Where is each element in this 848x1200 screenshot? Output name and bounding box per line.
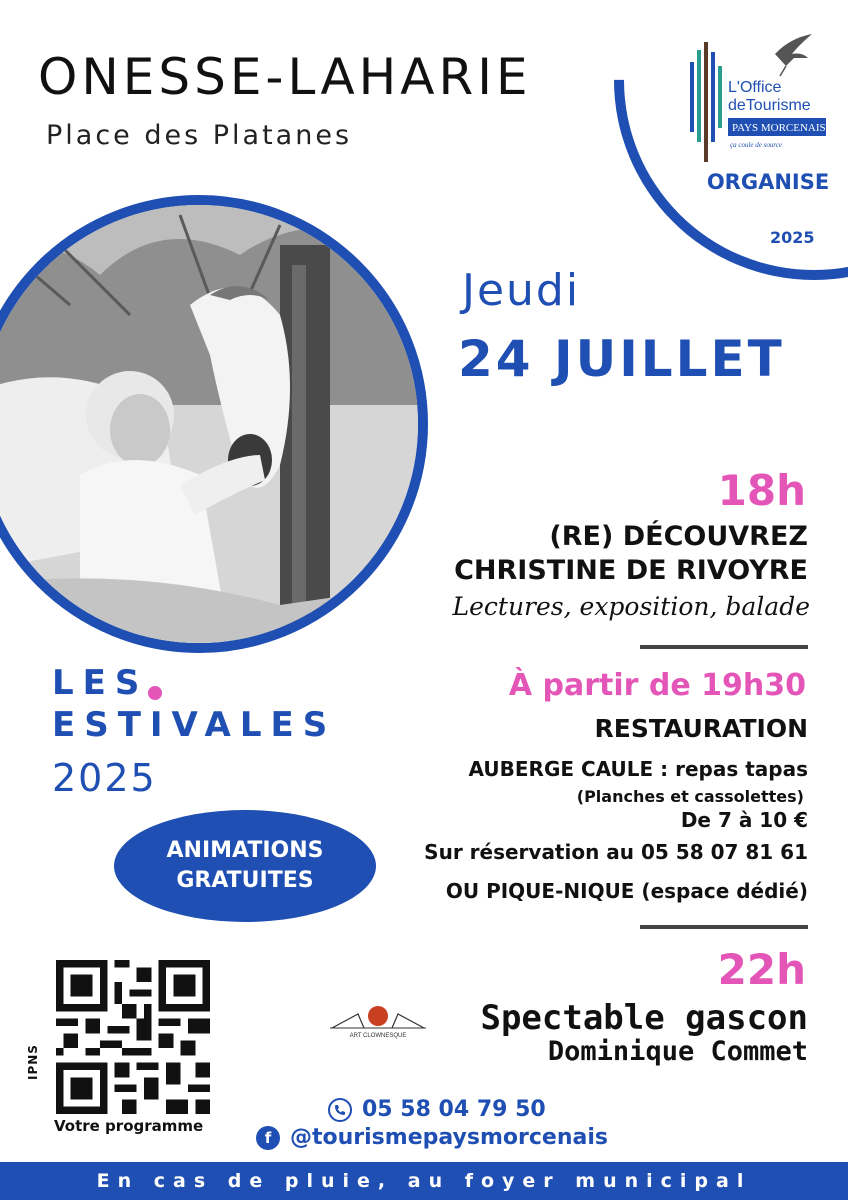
facebook-contact[interactable] bbox=[256, 1125, 608, 1150]
phone-contact[interactable] bbox=[328, 1097, 546, 1122]
event3-performer: Dominique Commet bbox=[547, 1036, 808, 1067]
event-date: 24 JUILLET bbox=[458, 330, 785, 388]
event3-time: 22h bbox=[717, 945, 806, 994]
organise-label: ORGANISE bbox=[706, 170, 830, 194]
ipns-label: IPNS bbox=[26, 1044, 40, 1080]
event1-title-line1: (RE) DÉCOUVREZ bbox=[549, 521, 808, 552]
facebook-handle[interactable]: @tourismepaysmorcenais bbox=[290, 1125, 608, 1150]
town-title: ONESSE-LAHARIE bbox=[38, 48, 532, 106]
logo-text-line1: L'Office bbox=[728, 79, 782, 96]
badge-line1: ANIMATIONS bbox=[166, 838, 324, 863]
logo-band-text: PAYS MORCENAIS bbox=[732, 122, 826, 134]
logo-tagline: ça coule de source bbox=[730, 141, 783, 149]
art-logo-text: ART CLOWNESQUE bbox=[349, 1033, 407, 1039]
qr-code[interactable] bbox=[56, 960, 210, 1114]
event2-auberge: AUBERGE CAULE : repas tapas bbox=[468, 757, 808, 781]
divider bbox=[640, 925, 808, 929]
event-day: Jeudi bbox=[462, 265, 581, 316]
photo-illustration bbox=[0, 205, 418, 643]
event3-title: Spectable gascon bbox=[480, 998, 808, 1038]
badge-line2: GRATUITES bbox=[176, 868, 314, 893]
qr-caption: Votre programme bbox=[54, 1117, 204, 1135]
art-clownesque-logo bbox=[328, 1000, 428, 1040]
bird-icon bbox=[775, 34, 812, 76]
organizer-year: 2025 bbox=[770, 228, 815, 247]
rain-notice-footer: En cas de pluie, au foyer municipal bbox=[0, 1162, 848, 1200]
series-title bbox=[52, 662, 336, 746]
facebook-icon: f bbox=[256, 1126, 280, 1150]
logo-bars-icon bbox=[690, 42, 722, 162]
free-animations-badge bbox=[114, 810, 376, 922]
divider bbox=[640, 645, 808, 649]
event1-subtitle: Lectures, exposition, balade bbox=[452, 592, 810, 621]
event1-title bbox=[454, 520, 808, 588]
logo-text-line2: deTourisme bbox=[728, 97, 811, 114]
event2-time: À partir de 19h30 bbox=[508, 668, 806, 703]
event2-picnic: OU PIQUE-NIQUE (espace dédié) bbox=[445, 879, 808, 903]
series-dot-decoration bbox=[148, 686, 162, 700]
portrait-photo bbox=[0, 195, 428, 653]
event2-reservation: Sur réservation au 05 58 07 81 61 bbox=[424, 840, 808, 864]
event1-title-line2: CHRISTINE DE RIVOYRE bbox=[454, 555, 808, 586]
series-line1: LES bbox=[52, 663, 149, 703]
series-year: 2025 bbox=[52, 756, 157, 800]
event1-time: 18h bbox=[717, 466, 806, 515]
tourism-office-logo bbox=[690, 32, 840, 172]
phone-number[interactable]: 05 58 04 79 50 bbox=[362, 1097, 546, 1122]
phone-icon bbox=[328, 1098, 352, 1122]
event2-price: De 7 à 10 € bbox=[680, 808, 808, 832]
place-subtitle: Place des Platanes bbox=[46, 120, 353, 151]
series-line2: ESTIVALES bbox=[52, 705, 337, 745]
event2-title: RESTAURATION bbox=[594, 714, 808, 743]
event2-planches: (Planches et cassolettes) bbox=[576, 787, 804, 806]
